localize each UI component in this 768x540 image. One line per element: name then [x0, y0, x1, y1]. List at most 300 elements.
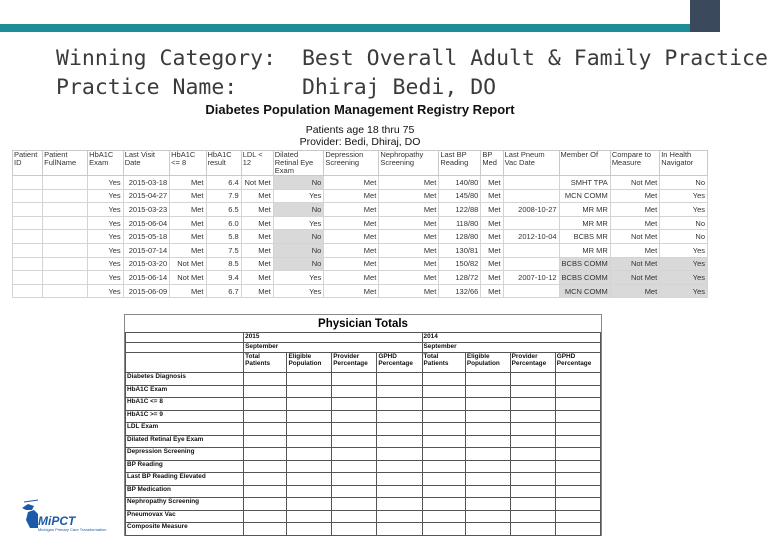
- registry-cell: Met: [241, 284, 273, 298]
- registry-row: [13, 243, 708, 257]
- registry-cell: Met: [481, 216, 503, 230]
- metric-header: Provider Percentage: [510, 353, 555, 373]
- physician-cell: [126, 353, 244, 373]
- physician-cell: [287, 448, 332, 461]
- physician-row: [126, 448, 601, 461]
- physician-cell: [555, 498, 600, 511]
- physician-cell: [377, 523, 422, 536]
- physician-cell: [377, 510, 422, 523]
- registry-cell: Met: [241, 243, 273, 257]
- registry-cell: [503, 176, 559, 190]
- practice-value: Dhiraj Bedi, DO: [301, 75, 497, 100]
- physician-cell: [332, 510, 377, 523]
- physician-totals-panel: [124, 314, 602, 536]
- registry-cell: Met: [241, 271, 273, 285]
- measure-label: Depression Screening: [126, 448, 244, 461]
- registry-cell: 140/80: [439, 176, 481, 190]
- registry-cell: [13, 176, 43, 190]
- physician-cell: [465, 473, 510, 486]
- registry-cell: MCN COMM: [559, 189, 610, 203]
- registry-cell: BCBS COMM: [559, 257, 610, 271]
- registry-cell: Met: [241, 216, 273, 230]
- report-title: Diabetes Population Management Registry Report: [205, 102, 515, 117]
- physician-cell: [332, 448, 377, 461]
- registry-cell: Met: [324, 203, 379, 217]
- registry-cell: Met: [379, 203, 439, 217]
- registry-cell: 9.4: [206, 271, 241, 285]
- year-header: 2014: [422, 333, 600, 343]
- physician-cell: [465, 448, 510, 461]
- physician-cell: [465, 373, 510, 386]
- physician-cell: [377, 448, 422, 461]
- registry-cell: Met: [170, 284, 206, 298]
- registry-cell: No: [273, 203, 324, 217]
- physician-cell: [555, 510, 600, 523]
- registry-cell: Yes: [660, 189, 708, 203]
- registry-cell: Yes: [88, 284, 124, 298]
- registry-cell: 2015-04-27: [123, 189, 169, 203]
- registry-cell: No: [660, 230, 708, 244]
- practice-label: Practice Name:: [56, 75, 238, 100]
- registry-cell: [43, 284, 88, 298]
- physician-cell: [555, 435, 600, 448]
- metric-header: Eligible Population: [287, 353, 332, 373]
- registry-cell: 118/80: [439, 216, 481, 230]
- slide-header-bar: [0, 0, 720, 32]
- registry-cell: 2015-03-18: [123, 176, 169, 190]
- physician-cell: [244, 498, 287, 511]
- registry-cell: 2015-03-23: [123, 203, 169, 217]
- registry-cell: [43, 176, 88, 190]
- physician-cell: [126, 333, 244, 343]
- physician-cell: [510, 523, 555, 536]
- physician-cell: [510, 398, 555, 411]
- registry-cell: Met: [324, 230, 379, 244]
- registry-cell: Met: [170, 243, 206, 257]
- physician-cell: [422, 523, 465, 536]
- physician-cell: [287, 498, 332, 511]
- measure-label: HbA1C Exam: [126, 385, 244, 398]
- metric-header: Provider Percentage: [332, 353, 377, 373]
- registry-cell: 2015-03-20: [123, 257, 169, 271]
- physician-cell: [287, 460, 332, 473]
- physician-cell: [244, 423, 287, 436]
- registry-cell: Yes: [88, 230, 124, 244]
- registry-cell: 7.5: [206, 243, 241, 257]
- physician-cell: [287, 510, 332, 523]
- physician-cell: [555, 373, 600, 386]
- category-label: Winning Category:: [56, 46, 277, 71]
- registry-cell: 6.4: [206, 176, 241, 190]
- physician-totals-table: [125, 332, 601, 536]
- physician-cell: [555, 423, 600, 436]
- metric-header: Total Patients: [422, 353, 465, 373]
- physician-cell: [510, 435, 555, 448]
- registry-cell: MR MR: [559, 216, 610, 230]
- physician-cell: [510, 410, 555, 423]
- registry-cell: 150/82: [439, 257, 481, 271]
- registry-cell: [43, 243, 88, 257]
- registry-column-header: Patient ID: [13, 151, 43, 176]
- teal-stripe: [0, 24, 718, 32]
- physician-cell: [510, 373, 555, 386]
- registry-cell: Not Met: [241, 176, 273, 190]
- physician-cell: [377, 398, 422, 411]
- registry-cell: [13, 203, 43, 217]
- physician-cell: [332, 523, 377, 536]
- registry-cell: Not Met: [610, 176, 659, 190]
- registry-cell: Met: [379, 230, 439, 244]
- registry-cell: 122/88: [439, 203, 481, 217]
- registry-cell: Met: [610, 189, 659, 203]
- registry-cell: SMHT TPA: [559, 176, 610, 190]
- physician-cell: [422, 485, 465, 498]
- measure-label: Nephropathy Screening: [126, 498, 244, 511]
- registry-cell: [13, 271, 43, 285]
- registry-cell: Yes: [273, 189, 324, 203]
- physician-cell: [332, 498, 377, 511]
- physician-cell: [287, 398, 332, 411]
- registry-cell: Met: [324, 189, 379, 203]
- logo-tagline: Michigan Primary Care Transformation: [38, 527, 107, 532]
- registry-cell: Yes: [88, 243, 124, 257]
- physician-cell: [422, 435, 465, 448]
- registry-cell: Met: [481, 230, 503, 244]
- registry-column-header: HbA1C result: [206, 151, 241, 176]
- registry-cell: Met: [324, 176, 379, 190]
- registry-cell: No: [660, 216, 708, 230]
- registry-cell: [13, 230, 43, 244]
- registry-cell: Yes: [88, 216, 124, 230]
- physician-cell: [244, 385, 287, 398]
- registry-cell: No: [273, 176, 324, 190]
- registry-cell: Yes: [660, 243, 708, 257]
- physician-cell: [332, 460, 377, 473]
- physician-row: [126, 398, 601, 411]
- registry-cell: 2015-06-04: [123, 216, 169, 230]
- logo-wordmark: MiPCT: [38, 514, 76, 528]
- registry-cell: Yes: [660, 271, 708, 285]
- physician-cell: [422, 498, 465, 511]
- registry-cell: Met: [610, 284, 659, 298]
- registry-cell: Yes: [88, 189, 124, 203]
- report-subtitle-provider: Provider: Bedi, Dhiraj, DO: [299, 136, 421, 148]
- registry-cell: Met: [379, 176, 439, 190]
- registry-cell: Yes: [273, 216, 324, 230]
- registry-cell: 2015-06-14: [123, 271, 169, 285]
- measure-label: HbA1C >= 9: [126, 410, 244, 423]
- category-value: Best Overall Adult & Family Practice: [301, 46, 768, 71]
- registry-cell: Met: [379, 243, 439, 257]
- registry-column-header: Dilated Retinal Eye Exam: [273, 151, 324, 176]
- physician-cell: [332, 485, 377, 498]
- report-subtitle-age: Patients age 18 thru 75: [305, 124, 415, 136]
- measure-label: LDL Exam: [126, 423, 244, 436]
- physician-row: [126, 473, 601, 486]
- physician-cell: [377, 485, 422, 498]
- registry-column-header: Last Visit Date: [123, 151, 169, 176]
- registry-cell: 128/72: [439, 271, 481, 285]
- registry-column-header: LDL < 12: [241, 151, 273, 176]
- metric-header: Total Patients: [244, 353, 287, 373]
- registry-cell: Yes: [660, 257, 708, 271]
- registry-cell: Yes: [88, 203, 124, 217]
- physician-cell: [244, 435, 287, 448]
- physician-cell: [510, 498, 555, 511]
- month-header: September: [422, 343, 600, 353]
- registry-cell: 8.5: [206, 257, 241, 271]
- physician-cell: [465, 498, 510, 511]
- physician-cell: [555, 485, 600, 498]
- physician-cell: [287, 410, 332, 423]
- registry-cell: BCBS COMM: [559, 271, 610, 285]
- physician-cell: [422, 410, 465, 423]
- registry-cell: No: [273, 230, 324, 244]
- registry-cell: Met: [170, 216, 206, 230]
- registry-column-header: HbA1C <= 8: [170, 151, 206, 176]
- registry-cell: BCBS MR: [559, 230, 610, 244]
- physician-cell: [244, 473, 287, 486]
- registry-cell: [43, 257, 88, 271]
- registry-row: [13, 271, 708, 285]
- registry-cell: 5.8: [206, 230, 241, 244]
- registry-cell: 145/80: [439, 189, 481, 203]
- registry-cell: 7.9: [206, 189, 241, 203]
- registry-cell: Met: [241, 189, 273, 203]
- registry-cell: No: [273, 257, 324, 271]
- physician-row: [126, 460, 601, 473]
- physician-cell: [244, 510, 287, 523]
- registry-cell: [503, 189, 559, 203]
- registry-cell: 2012-10-04: [503, 230, 559, 244]
- registry-cell: Met: [481, 243, 503, 257]
- registry-cell: Met: [610, 203, 659, 217]
- registry-cell: Met: [170, 203, 206, 217]
- physician-cell: [244, 373, 287, 386]
- metric-header: GPHD Percentage: [555, 353, 600, 373]
- physician-cell: [422, 373, 465, 386]
- physician-cell: [555, 410, 600, 423]
- physician-cell: [510, 510, 555, 523]
- physician-cell: [555, 448, 600, 461]
- registry-cell: 6.5: [206, 203, 241, 217]
- physician-cell: [244, 523, 287, 536]
- physician-cell: [465, 460, 510, 473]
- physician-cell: [332, 398, 377, 411]
- physician-cell: [332, 385, 377, 398]
- registry-row: [13, 176, 708, 190]
- physician-cell: [422, 510, 465, 523]
- registry-cell: Met: [481, 203, 503, 217]
- registry-cell: [13, 243, 43, 257]
- registry-cell: Met: [324, 243, 379, 257]
- physician-cell: [510, 460, 555, 473]
- physician-cell: [465, 485, 510, 498]
- physician-cell: [377, 435, 422, 448]
- registry-cell: Met: [610, 243, 659, 257]
- registry-cell: 2015-06-09: [123, 284, 169, 298]
- registry-cell: Not Met: [610, 271, 659, 285]
- registry-cell: 6.0: [206, 216, 241, 230]
- physician-cell: [555, 398, 600, 411]
- registry-cell: Not Met: [610, 257, 659, 271]
- measure-label: Dilated Retinal Eye Exam: [126, 435, 244, 448]
- registry-cell: Not Met: [170, 257, 206, 271]
- registry-cell: MR MR: [559, 243, 610, 257]
- registry-cell: 2008-10-27: [503, 203, 559, 217]
- physician-cell: [422, 385, 465, 398]
- registry-cell: [503, 284, 559, 298]
- physician-cell: [555, 460, 600, 473]
- registry-cell: [43, 189, 88, 203]
- year-header: 2015: [244, 333, 422, 343]
- registry-cell: Met: [481, 257, 503, 271]
- registry-row: [13, 216, 708, 230]
- registry-cell: Not Met: [610, 230, 659, 244]
- registry-column-header: Last BP Reading: [439, 151, 481, 176]
- physician-cell: [510, 473, 555, 486]
- registry-cell: Met: [241, 230, 273, 244]
- registry-cell: Met: [241, 203, 273, 217]
- registry-column-header: Compare to Measure: [610, 151, 659, 176]
- registry-cell: [13, 257, 43, 271]
- physician-row: [126, 373, 601, 386]
- physician-cell: [555, 523, 600, 536]
- physician-cell: [465, 510, 510, 523]
- registry-cell: Met: [481, 176, 503, 190]
- registry-report: [12, 102, 708, 302]
- registry-cell: Met: [170, 189, 206, 203]
- physician-cell: [465, 398, 510, 411]
- physician-cell: [287, 423, 332, 436]
- registry-cell: [503, 243, 559, 257]
- physician-cell: [465, 423, 510, 436]
- physician-cell: [287, 523, 332, 536]
- header-band: [0, 0, 720, 24]
- physician-cell: [465, 385, 510, 398]
- registry-cell: Yes: [660, 284, 708, 298]
- physician-cell: [244, 410, 287, 423]
- physician-cell: [287, 385, 332, 398]
- physician-cell: [287, 485, 332, 498]
- registry-row: [13, 189, 708, 203]
- physician-cell: [332, 410, 377, 423]
- physician-cell: [555, 385, 600, 398]
- registry-cell: [13, 216, 43, 230]
- physician-cell: [377, 373, 422, 386]
- physician-cell: [126, 343, 244, 353]
- registry-cell: Met: [379, 271, 439, 285]
- registry-cell: 6.7: [206, 284, 241, 298]
- registry-cell: [503, 257, 559, 271]
- measure-label: Last BP Reading Elevated: [126, 473, 244, 486]
- registry-cell: No: [660, 176, 708, 190]
- registry-cell: Yes: [273, 284, 324, 298]
- physician-cell: [244, 485, 287, 498]
- registry-cell: Yes: [88, 271, 124, 285]
- physician-totals-title: Physician Totals: [318, 318, 408, 330]
- physician-cell: [377, 473, 422, 486]
- physician-cell: [422, 398, 465, 411]
- measure-label: HbA1C <= 8: [126, 398, 244, 411]
- registry-cell: Met: [324, 271, 379, 285]
- registry-column-header: Nephropathy Screening: [379, 151, 439, 176]
- registry-cell: 128/80: [439, 230, 481, 244]
- registry-column-header: BP Med: [481, 151, 503, 176]
- registry-cell: Met: [379, 257, 439, 271]
- physician-cell: [332, 373, 377, 386]
- physician-cell: [465, 523, 510, 536]
- physician-cell: [510, 385, 555, 398]
- registry-column-header: In Health Navigator: [660, 151, 708, 176]
- registry-column-header: Member Of: [559, 151, 610, 176]
- registry-table: [12, 150, 708, 298]
- month-header: September: [244, 343, 422, 353]
- registry-header-row: [13, 151, 708, 176]
- physician-cell: [510, 448, 555, 461]
- registry-cell: Met: [170, 230, 206, 244]
- registry-column-header: HbA1C Exam: [88, 151, 124, 176]
- physician-cell: [377, 410, 422, 423]
- registry-cell: 132/66: [439, 284, 481, 298]
- dark-corner-block: [690, 0, 720, 32]
- physician-cell: [244, 448, 287, 461]
- registry-cell: Met: [324, 284, 379, 298]
- physician-row: [126, 510, 601, 523]
- registry-cell: 130/81: [439, 243, 481, 257]
- physician-cell: [555, 473, 600, 486]
- physician-row: [126, 498, 601, 511]
- measure-label: Diabetes Diagnosis: [126, 373, 244, 386]
- registry-cell: [13, 189, 43, 203]
- registry-cell: [43, 230, 88, 244]
- physician-row: [126, 385, 601, 398]
- registry-cell: Not Met: [170, 271, 206, 285]
- physician-cell: [510, 485, 555, 498]
- registry-cell: Yes: [273, 271, 324, 285]
- physician-cell: [332, 435, 377, 448]
- physician-row: [126, 485, 601, 498]
- registry-cell: 2007-10-12: [503, 271, 559, 285]
- registry-column-header: Last Pneum Vac Date: [503, 151, 559, 176]
- measure-label: Pneumovax Vac: [126, 510, 244, 523]
- physician-cell: [422, 460, 465, 473]
- physician-cell: [377, 385, 422, 398]
- physician-cell: [465, 410, 510, 423]
- registry-cell: Met: [379, 284, 439, 298]
- registry-cell: Yes: [660, 203, 708, 217]
- registry-cell: Met: [170, 176, 206, 190]
- registry-cell: Met: [610, 216, 659, 230]
- physician-row: [126, 423, 601, 436]
- physician-cell: [465, 435, 510, 448]
- registry-row: [13, 284, 708, 298]
- registry-cell: Met: [324, 257, 379, 271]
- registry-cell: [43, 216, 88, 230]
- physician-cell: [377, 498, 422, 511]
- physician-cell: [287, 473, 332, 486]
- physician-cell: [332, 473, 377, 486]
- registry-cell: [43, 203, 88, 217]
- physician-cell: [244, 460, 287, 473]
- physician-cell: [422, 448, 465, 461]
- physician-row: [126, 523, 601, 536]
- registry-cell: Met: [324, 216, 379, 230]
- physician-cell: [377, 423, 422, 436]
- registry-row: [13, 230, 708, 244]
- registry-cell: 2015-05-18: [123, 230, 169, 244]
- physician-row: [126, 435, 601, 448]
